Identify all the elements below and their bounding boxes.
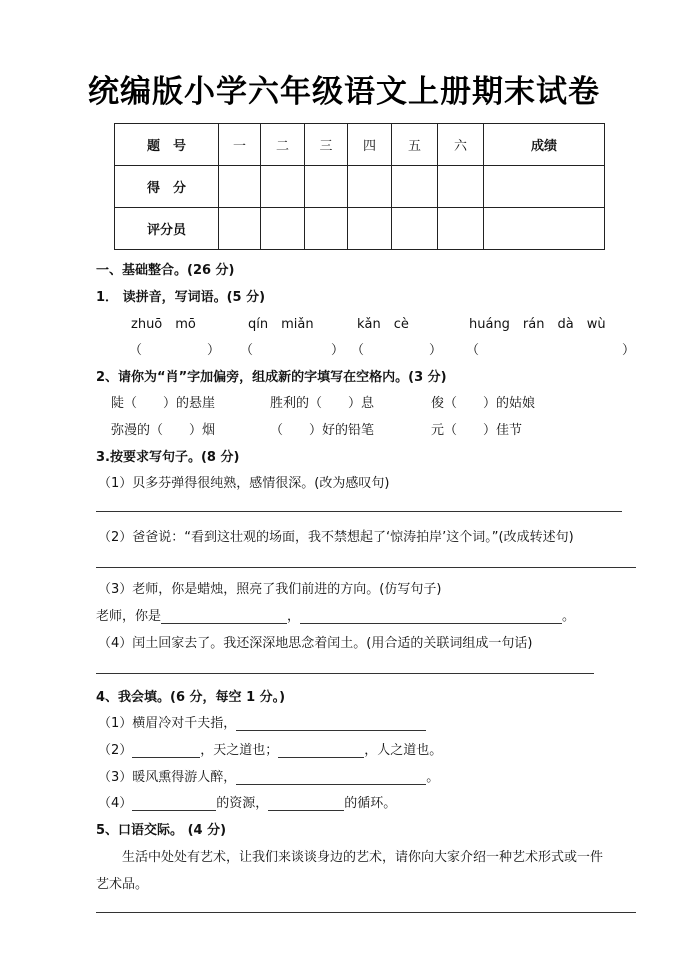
header-cell-3: 三	[305, 124, 348, 166]
q2-item[interactable]: （ ）好的铅笔	[270, 423, 375, 438]
q4-l4-mid: 的资源，	[216, 796, 269, 811]
header-cell-1: 一	[219, 124, 261, 166]
q4-l4-prefix: （4）	[98, 796, 133, 811]
row-label-grader: 评分员	[115, 208, 219, 250]
header-cell-6: 六	[438, 124, 484, 166]
q3-blank-2[interactable]	[300, 609, 562, 624]
q5-title: 5、口语交际。 (4 分)	[96, 823, 227, 838]
score-row	[115, 166, 605, 208]
q4-l2-prefix: （2）	[98, 743, 133, 758]
q4-line-4	[98, 792, 396, 811]
q3-imitation-line	[96, 605, 575, 624]
row-label-score: 得 分	[115, 166, 219, 208]
score-cell[interactable]	[438, 166, 484, 208]
score-table-header-row	[115, 124, 605, 166]
q4-l3-end: 。	[426, 770, 440, 785]
q2-item[interactable]: 胜利的（ ）息	[270, 396, 375, 411]
score-cell[interactable]	[392, 166, 438, 208]
grader-cell[interactable]	[438, 208, 484, 250]
q1-title: 1． 读拼音，写词语。(5 分)	[96, 290, 266, 305]
q4-blank-6[interactable]	[268, 796, 344, 811]
q4-blank-1[interactable]	[236, 716, 426, 731]
q3-answer-line-4[interactable]	[96, 673, 594, 674]
q3-imitation-end: 。	[562, 609, 576, 624]
q4-line-1	[98, 712, 426, 731]
q1-answer-2[interactable]: （ ）	[240, 343, 345, 358]
q4-title: 4、我会填。(6 分，每空 1 分。)	[96, 690, 286, 705]
q1-answer-3[interactable]: （ ）	[351, 343, 443, 358]
q4-l3-text: （3）暖风熏得游人醉，	[98, 770, 237, 785]
q4-blank-4[interactable]	[236, 770, 426, 785]
q3-part-1: （1）贝多芬弹得很纯熟，感情很深。(改为感叹句)	[98, 476, 390, 491]
q4-l2-end: ，人之道也。	[364, 743, 443, 758]
q3-blank-1[interactable]	[161, 609, 287, 624]
q4-blank-3[interactable]	[278, 743, 364, 758]
q4-line-2	[98, 739, 442, 758]
score-cell[interactable]	[348, 166, 392, 208]
q1-answer-1[interactable]: （ ）	[129, 343, 221, 358]
score-cell[interactable]	[484, 166, 605, 208]
q1-answer-4[interactable]: （ ）	[466, 343, 636, 358]
q5-text-2: 艺术品。	[96, 877, 149, 892]
q3-title: 3.按要求写句子。(8 分)	[96, 450, 240, 465]
q1-pinyin-2: qín miǎn	[248, 317, 314, 332]
header-cell-2: 二	[261, 124, 305, 166]
grader-cell[interactable]	[348, 208, 392, 250]
q1-pinyin-3: kǎn cè	[357, 317, 409, 332]
grader-cell[interactable]	[392, 208, 438, 250]
q5-answer-line[interactable]	[96, 912, 636, 913]
q2-item[interactable]: 俊（ ）的姑娘	[431, 396, 536, 411]
header-cell-5: 五	[392, 124, 438, 166]
q2-item[interactable]: 弥漫的（ ）烟	[111, 423, 216, 438]
q1-pinyin-1: zhuō mō	[131, 317, 196, 332]
q4-l1-text: （1）横眉冷对千夫指，	[98, 716, 237, 731]
q4-blank-2[interactable]	[132, 743, 200, 758]
grader-cell[interactable]	[261, 208, 305, 250]
q4-line-3	[98, 766, 439, 785]
q4-l2-mid: ，天之道也；	[200, 743, 279, 758]
q2-item[interactable]: 元（ ）佳节	[431, 423, 523, 438]
q2-item[interactable]: 陡（ ）的悬崖	[111, 396, 216, 411]
score-cell[interactable]	[219, 166, 261, 208]
q4-blank-5[interactable]	[132, 796, 216, 811]
page-title: 统编版小学六年级语文上册期末试卷	[88, 74, 600, 110]
grader-cell[interactable]	[219, 208, 261, 250]
grader-row	[115, 208, 605, 250]
q3-imitation-prefix: 老师，你是	[96, 609, 162, 624]
header-cell-question-no: 题 号	[115, 124, 219, 166]
q3-part-3: （3）老师，你是蜡烛，照亮了我们前进的方向。(仿写句子)	[98, 582, 442, 597]
header-cell-4: 四	[348, 124, 392, 166]
score-cell[interactable]	[261, 166, 305, 208]
q3-answer-line-2[interactable]	[96, 567, 636, 568]
q5-text-1: 生活中处处有艺术，让我们来谈谈身边的艺术，请你向大家介绍一种艺术形式或一件	[122, 850, 604, 865]
q3-imitation-comma: ，	[287, 609, 301, 624]
grader-cell[interactable]	[484, 208, 605, 250]
q1-pinyin-4: huáng rán dà wù	[469, 317, 606, 332]
q3-part-2: （2）爸爸说：“看到这壮观的场面，我不禁想起了‘惊涛拍岸’这个词。”(改成转述句)	[98, 530, 574, 545]
q3-part-4: （4）闰土回家去了。我还深深地思念着闰土。(用合适的关联词组成一句话)	[98, 636, 533, 651]
grader-cell[interactable]	[305, 208, 348, 250]
q2-title: 2、请你为“肖”字加偏旁，组成新的字填写在空格内。(3 分)	[96, 370, 447, 385]
section-1-title: 一、基础整合。(26 分)	[96, 263, 235, 278]
q4-l4-end: 的循环。	[344, 796, 397, 811]
score-cell[interactable]	[305, 166, 348, 208]
score-table	[114, 123, 605, 250]
q3-answer-line-1[interactable]	[96, 511, 622, 512]
header-cell-total: 成绩	[484, 124, 605, 166]
